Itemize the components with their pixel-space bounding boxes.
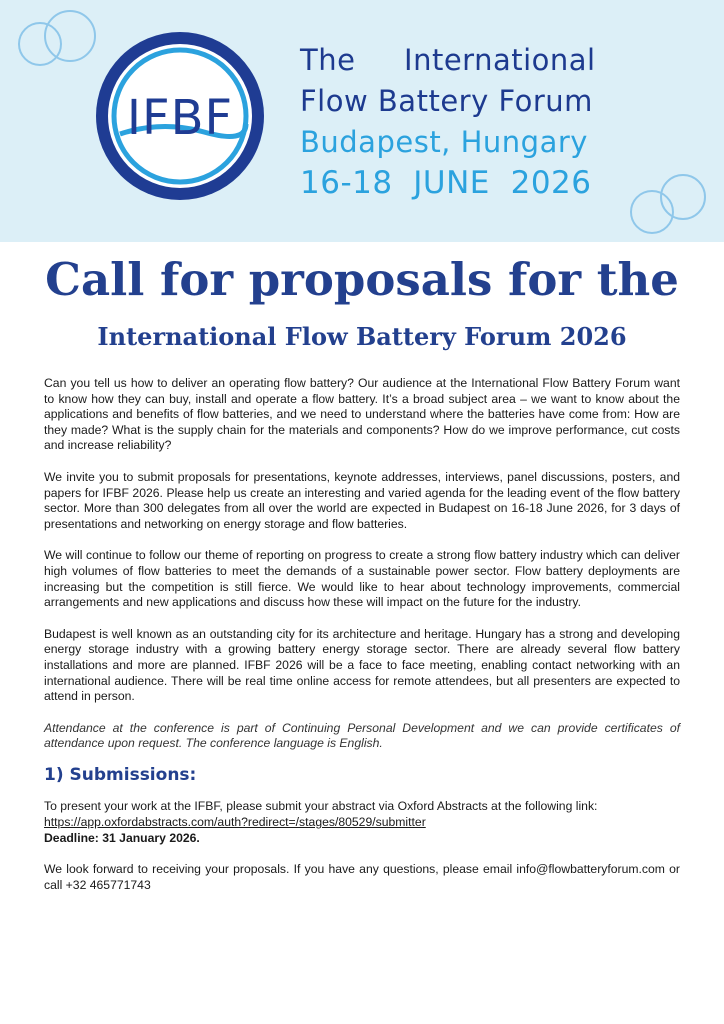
paragraph-attendance-note: Attendance at the conference is part of Continuing Personal Development and we can provide certificates of attendance upon request. The conference language is English. — [44, 720, 680, 751]
page-subtitle: International Flow Battery Forum 2026 — [97, 322, 627, 351]
paragraph-budapest: Budapest is well known as an outstanding city for its architecture and heritage. Hungary has a strong and developing energy storage industry with a growing battery energy storage sector. There are already several flow battery installations and more are planned. IFBF 2026 will be a face to face meeting, enabling contact networking with an international audience. There will be real time online access for remote attendees, but all presenters are expected to attend in person. — [44, 626, 680, 704]
paragraph-closing: We look forward to receiving your proposals. If you have any questions, please email info@flowbatteryforum.com or call +32 465771743 — [44, 862, 680, 892]
submission-link[interactable]: https://app.oxfordabstracts.com/auth?redirect=/stages/80529/submitter — [44, 815, 426, 830]
decorative-bubble — [44, 10, 96, 62]
banner-line-location: Budapest, Hungary — [300, 125, 588, 159]
submissions-intro: To present your work at the IFBF, please submit your abstract via Oxford Abstracts at the following link: — [44, 799, 598, 814]
header-banner — [0, 0, 724, 242]
banner-heading — [300, 40, 690, 204]
ifbf-logo — [92, 28, 268, 204]
banner-line-flow-battery-forum: Flow Battery Forum — [300, 84, 593, 118]
body-text — [44, 376, 680, 909]
banner-line-the-international: The International — [300, 43, 596, 77]
paragraph-intro: Can you tell us how to deliver an operating flow battery? Our audience at the International Flow Battery Forum want to know how they can buy, install and operate a flow battery. It’s a broad subject area – we want to know about the applications and benefits of flow batteries, and we need to understand where the batteries have come from: How are they made? What is the supply chain for the materials and components? How do we improve performance, cut costs and increase reliability? — [44, 376, 680, 453]
banner-line-dates: 16-18 JUNE 2026 — [300, 165, 592, 201]
page-title: Call for proposals for the — [45, 253, 679, 306]
paragraph-invitation: We invite you to submit proposals for presentations, keynote addresses, interviews, panel discussions, posters, and papers for IFBF 2026. Please help us create an interesting and varied agenda for the leading event of the flow battery sector. More than 300 delegates from all over the world are expected in Budapest on 16-18 June 2026, for 3 days of presentations and networking on energy storage and flow batteries. — [44, 469, 680, 531]
submission-deadline: Deadline: 31 January 2026. — [44, 830, 200, 845]
logo-text: IFBF — [126, 90, 234, 146]
submissions-block — [44, 799, 680, 846]
section-heading-submissions: 1) Submissions: — [44, 764, 197, 785]
paragraph-theme: We will continue to follow our theme of reporting on progress to create a strong flow battery industry which can deliver high volumes of flow batteries to meet the demands of a sustainable power sector. Flow battery deployments are increasing but the competition is still fierce. We would like to hear about technology improvements, commercial arrangements and new applications and discuss how these will impact on the future for the industry. — [44, 548, 680, 610]
